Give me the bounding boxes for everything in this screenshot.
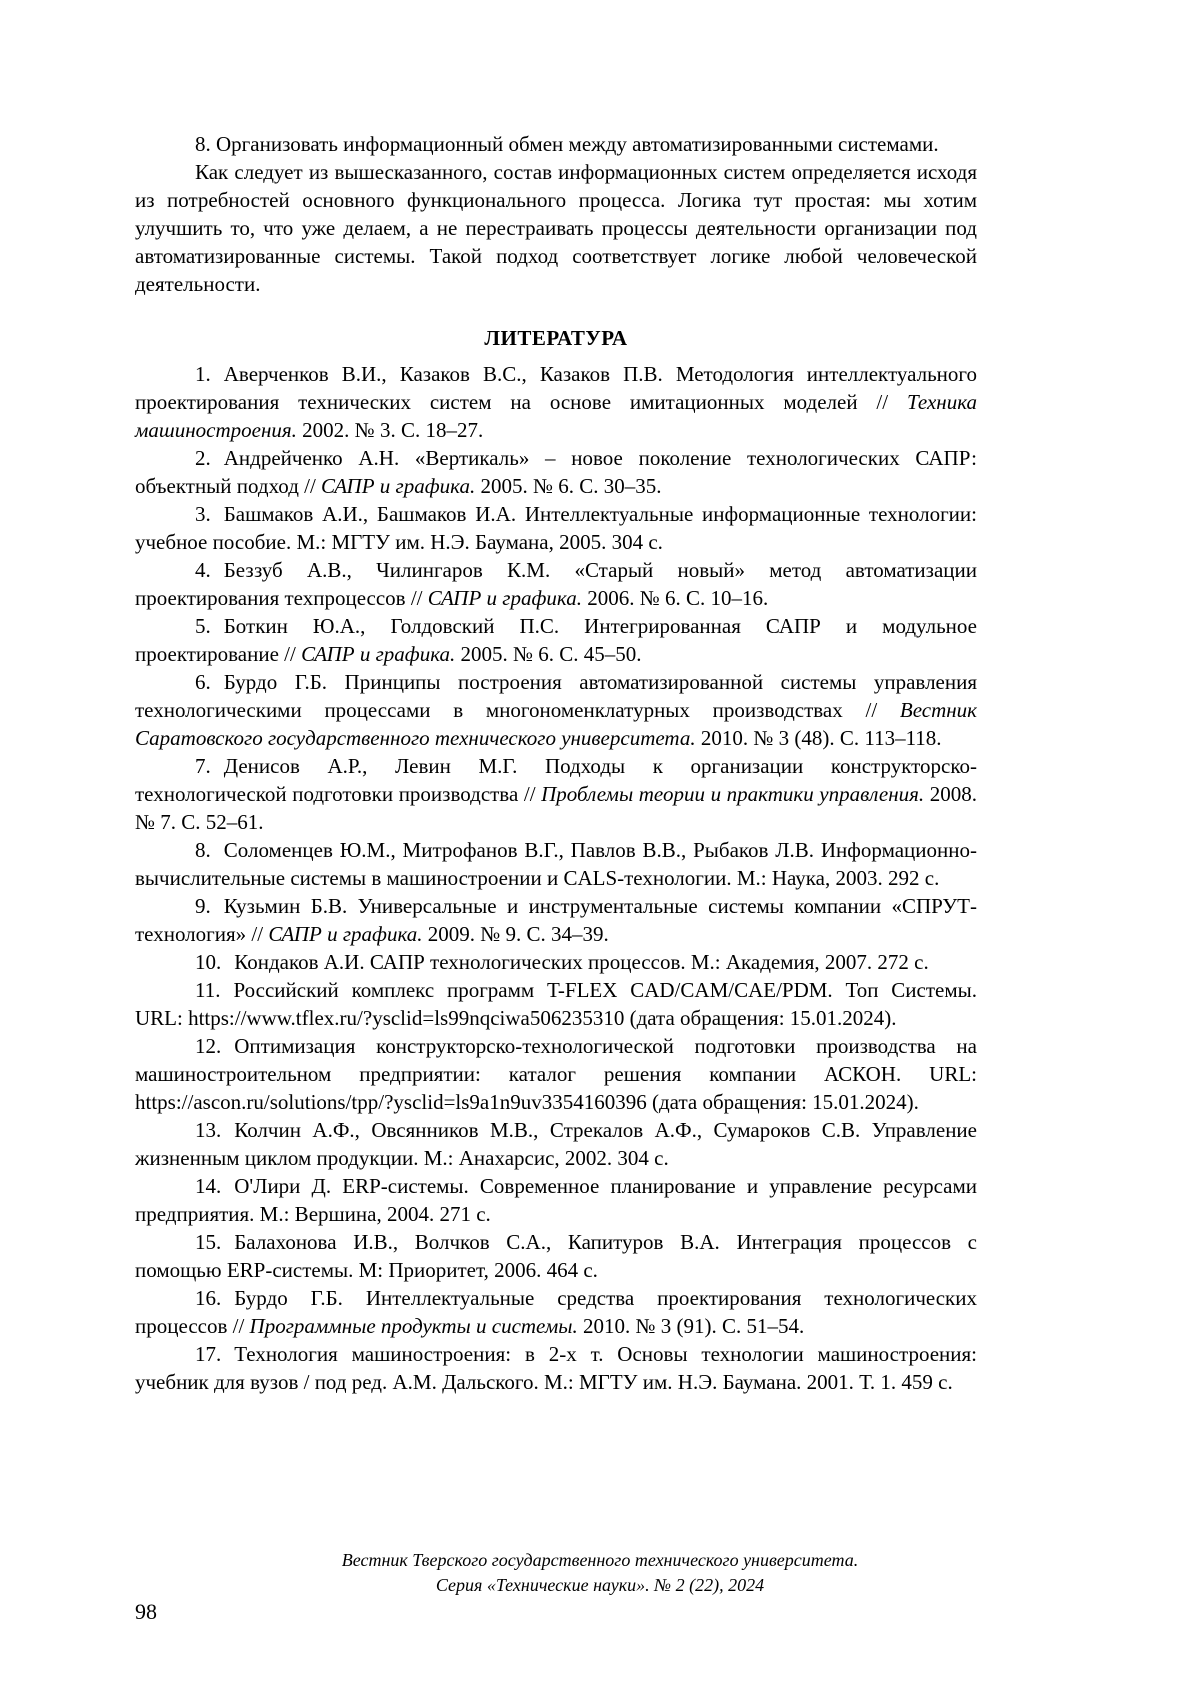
reference-number: 3. [195,502,211,526]
reference-item [135,360,977,444]
reference-number: 9. [195,894,211,918]
literature-heading: ЛИТЕРАТУРА [484,326,628,350]
reference-text: Соломенцев Ю.М., Митрофанов В.Г., Павлов В.В., Рыбаков Л.В. Информационно-вычислительные системы в машиностроении и CALS-технологии. М.: Наука, 2003. 292 с. [135,838,977,890]
reference-number: 4. [195,558,211,582]
page-number: 98 [135,1599,157,1624]
reference-text: Технология машиностроения: в 2-х т. Основы технологии машиностроения: учебник для вузов / под ред. А.М. Дальского. М.: МГТУ им. Н.Э. Баумана. 2001. Т. 1. 459 с. [135,1342,977,1394]
reference-item [135,1340,977,1396]
reference-source-title: САПР и графика. [427,586,582,610]
reference-number: 15. [195,1230,222,1254]
reference-number: 6. [195,670,211,694]
reference-text: Балахонова И.В., Волчков С.А., Капитуров В.А. Интеграция процессов с помощью ERP-системы. М: Приоритет, 2006. 464 с. [135,1230,977,1282]
footer-journal-title: Вестник Тверского государственного технического университета. [341,1550,859,1570]
reference-item [135,500,977,556]
reference-number: 16. [195,1286,222,1310]
reference-text: Кузьмин Б.В. Универсальные и инструментальные системы компании «СПРУТ-технология» // [135,894,977,946]
reference-number: 1. [195,362,211,386]
reference-item [135,948,977,976]
reference-text: Боткин Ю.А., Голдовский П.С. Интегрированная САПР и модульное проектирование // [135,614,977,666]
reference-number: 5. [195,614,211,638]
reference-source-title: Программные продукты и системы. [249,1314,578,1338]
reference-item [135,1284,977,1340]
reference-text: 2006. № 6. С. 10–16. [581,586,769,610]
reference-number: 17. [195,1342,222,1366]
reference-item [135,752,977,836]
reference-item [135,556,977,612]
footer-series-issue: Серия «Технические науки». № 2 (22), 2024 [435,1575,765,1595]
reference-text: 2005. № 6. С. 30–35. [475,474,662,498]
reference-text: Колчин А.Ф., Овсянников М.В., Стрекалов А.Ф., Сумароков С.В. Управление жизненным циклом продукции. М.: Анахарсис, 2002. 304 с. [135,1118,977,1170]
reference-source-title: САПР и графика. [321,474,476,498]
reference-source-title: Вестник Саратовского государственного технического университета. [135,698,977,750]
reference-list [135,360,977,1396]
reference-text: 2008. № 7. С. 52–61. [135,782,977,834]
reference-text: Андрейченко А.Н. «Вертикаль» – новое поколение технологических САПР: объектный подход // [135,446,977,498]
intro-paragraph: Как следует из вышесказанного, состав информационных систем определяется исходя из потребностей основного функционального процесса. Логика тут простая: мы хотим улучшить то, что уже делаем, а не перестраивать процессы деятельности организации под автоматизированные системы. Такой подход соответствует логике любой человеческой деятельности. [135,160,977,296]
reference-text: Российский комплекс программ T-FLEX CAD/CAM/CAE/PDM. Топ Системы. URL: https://www.tflex.ru/?ysclid=ls99nqciwa506235310 (дата обращения: 15.01.2024). [135,978,977,1030]
reference-number: 13. [195,1118,222,1142]
page-content [135,130,977,1396]
reference-text: 2009. № 9. С. 34–39. [422,922,609,946]
reference-item [135,612,977,668]
reference-number: 10. [195,950,222,974]
reference-text: 2010. № 3 (48). С. 113–118. [695,726,942,750]
reference-item [135,892,977,948]
reference-text: Кондаков А.И. САПР технологических процессов. М.: Академия, 2007. 272 с. [234,950,929,974]
reference-text: Беззуб А.В., Чилингаров К.М. «Старый новый» метод автоматизации проектирования техпроцессов // [135,558,977,610]
journal-footer [0,1548,1200,1598]
reference-item [135,444,977,500]
reference-source-title: САПР и графика. [301,642,456,666]
reference-item [135,1172,977,1228]
reference-item [135,1228,977,1284]
reference-item [135,1116,977,1172]
list-item-8: 8. Организовать информационный обмен между автоматизированными системами. [195,132,939,156]
reference-number: 11. [195,978,221,1002]
reference-source-title: САПР и графика. [268,922,423,946]
reference-text: Бурдо Г.Б. Интеллектуальные средства проектирования технологических процессов // [135,1286,977,1338]
reference-source-title: Техника машиностроения. [135,390,977,442]
reference-number: 7. [195,754,211,778]
reference-text: Оптимизация конструкторско-технологической подготовки производства на машиностроительном предприятии: каталог решения компании АСКОН. URL: https://ascon.ru/solutions/tpp/?ysclid=ls9a1n9uv3354160396 (дата обращения: 15.01.2024). [135,1034,977,1114]
reference-text: Аверченков В.И., Казаков В.С., Казаков П.В. Методология интеллектуального проектирования технических систем на основе имитационных моделей // [135,362,977,414]
reference-text: 2005. № 6. С. 45–50. [455,642,642,666]
reference-number: 12. [195,1034,222,1058]
reference-text: О'Лири Д. ERP-системы. Современное планирование и управление ресурсами предприятия. М.: Вершина, 2004. 271 с. [135,1174,977,1226]
reference-number: 2. [195,446,211,470]
reference-text: Денисов А.Р., Левин М.Г. Подходы к организации конструкторско- технологической подготовки производства // [135,754,977,806]
reference-source-title: Проблемы теории и практики управления. [541,782,925,806]
reference-item [135,836,977,892]
reference-text: Башмаков А.И., Башмаков И.А. Интеллектуальные информационные технологии: учебное пособие. М.: МГТУ им. Н.Э. Баумана, 2005. 304 с. [135,502,977,554]
reference-number: 14. [195,1174,222,1198]
reference-number: 8. [195,838,211,862]
reference-item [135,1032,977,1116]
reference-text: 2010. № 3 (91). С. 51–54. [577,1314,805,1338]
reference-text: 2002. № 3. С. 18–27. [296,418,484,442]
reference-text: Бурдо Г.Б. Принципы построения автоматизированной системы управления технологическими процессами в многономенклатурных производствах // [135,670,977,722]
reference-item [135,976,977,1032]
reference-item [135,668,977,752]
